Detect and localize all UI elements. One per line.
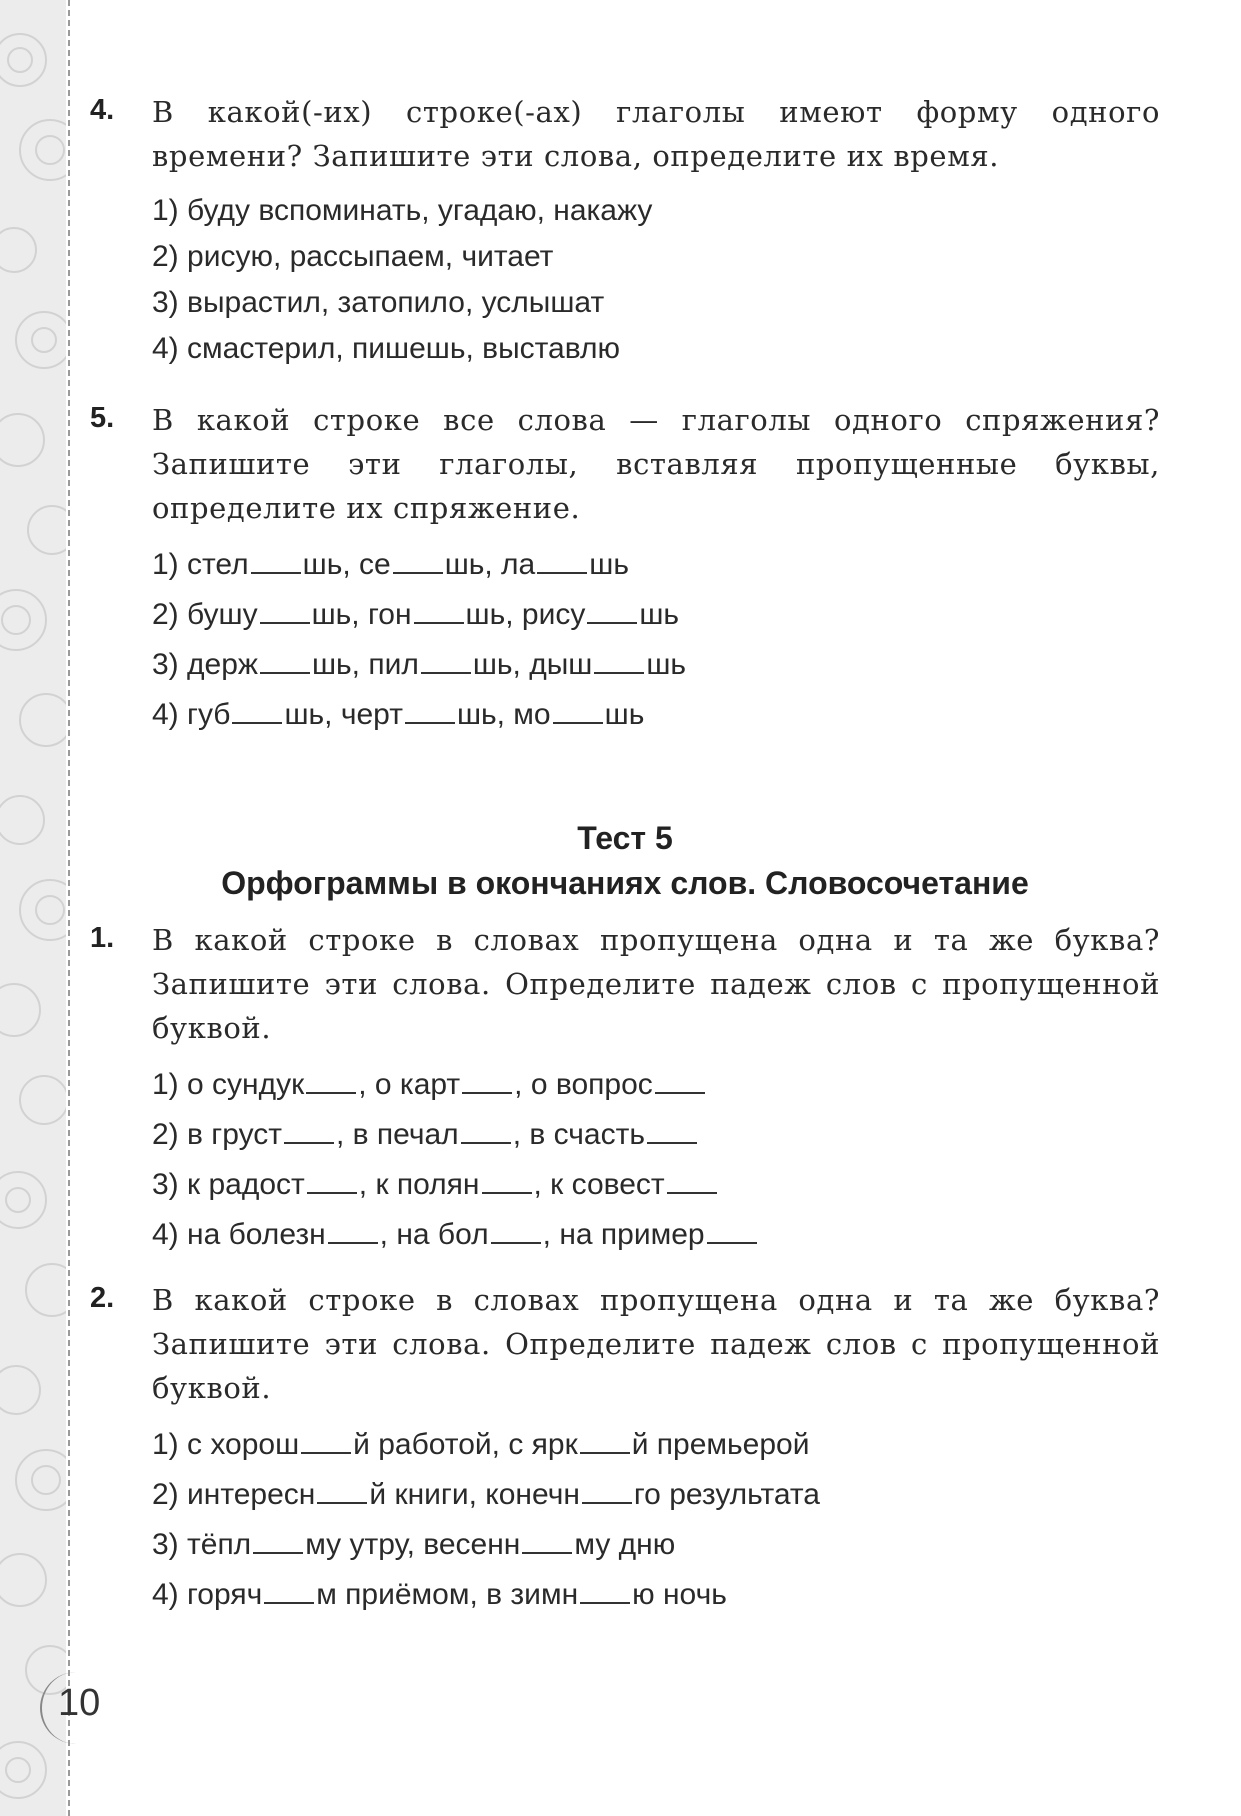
test-header [90, 820, 1160, 902]
test-subtitle: Орфограммы в окончаниях слов. Словосочетание [221, 865, 1029, 901]
answer-option: 1) о сундук , о карт , о вопрос [152, 1060, 1160, 1110]
blank-line [253, 1526, 303, 1554]
blank-line [491, 1216, 541, 1244]
answer-option: 3) тёпл му утру, весенн му дню [152, 1528, 676, 1561]
answer-options [152, 188, 1160, 372]
answer-option: 2) бушу шь, гон шь, рису шь [152, 598, 680, 631]
blank-line [307, 1166, 357, 1194]
question-text: В какой строке в словах пропущена одна и та же буква? Запишите эти слова. Определите падеж слов с пропущенной буквой. [152, 1283, 1160, 1405]
question-4 [90, 90, 1160, 372]
blank-line [306, 1066, 356, 1094]
blank-line [421, 646, 471, 674]
blank-line [232, 696, 282, 724]
blank-line [587, 596, 637, 624]
answer-option: 3) к радост , к полян , к совест [152, 1160, 1160, 1210]
test-title: Тест 5 [577, 820, 673, 856]
blank-line [317, 1476, 367, 1504]
blank-line [522, 1526, 572, 1554]
margin-dashed-line [68, 0, 70, 1816]
question-number: 4. [90, 94, 115, 126]
blank-line [251, 546, 301, 574]
answer-option: 2) рисую, рассыпаем, читает [152, 240, 554, 273]
blank-line [264, 1576, 314, 1604]
blank-line [462, 1066, 512, 1094]
blank-line [553, 696, 603, 724]
answer-option: 3) держ шь, пил шь, дыш шь [152, 648, 687, 681]
blank-line [284, 1116, 334, 1144]
answer-option: 4) губ шь, черт шь, мо шь [152, 698, 645, 731]
question-number: 1. [90, 922, 115, 954]
answer-option: 1) с хорош й работой, с ярк й премьерой [152, 1428, 810, 1461]
blank-line [260, 596, 310, 624]
answer-options [152, 540, 1160, 740]
blank-line [260, 646, 310, 674]
question-text: В какой строке все слова — глаголы одного спряжения? Запишите эти глаголы, вставляя пропущенные буквы, определите их спряжение. [152, 403, 1160, 525]
question-text: В какой(-их) строке(-ах) глаголы имеют форму одного времени? Запишите эти слова, определите их время. [152, 95, 1160, 173]
answer-options [152, 1060, 1160, 1260]
blank-line [414, 596, 464, 624]
test5-question-1 [90, 918, 1160, 1260]
blank-line [667, 1166, 717, 1194]
answer-option: 4) смастерил, пишешь, выставлю [152, 332, 620, 365]
blank-line [537, 546, 587, 574]
blank-line [461, 1116, 511, 1144]
question-5 [90, 398, 1160, 740]
answer-option: 2) интересн й книги, конечн го результата [152, 1478, 820, 1511]
blank-line [580, 1576, 630, 1604]
page-content [90, 90, 1160, 1620]
blank-line [482, 1166, 532, 1194]
answer-option: 1) буду вспоминать, угадаю, накажу [152, 194, 653, 227]
question-number: 5. [90, 402, 115, 434]
answer-option: 1) стел шь, се шь, ла шь [152, 548, 629, 581]
blank-line [580, 1426, 630, 1454]
blank-line [405, 696, 455, 724]
test5-question-2 [90, 1278, 1160, 1620]
answer-option: 4) на болезн , на бол , на пример [152, 1210, 1160, 1260]
blank-line [647, 1116, 697, 1144]
blank-line [582, 1476, 632, 1504]
answer-option: 3) вырастил, затопило, услышат [152, 286, 605, 319]
answer-options [152, 1420, 1160, 1620]
blank-line [594, 646, 644, 674]
question-number: 2. [90, 1282, 115, 1314]
page-number: 10 [58, 1682, 101, 1724]
blank-line [393, 546, 443, 574]
decorative-margin [0, 0, 66, 1816]
blank-line [655, 1066, 705, 1094]
question-text: В какой строке в словах пропущена одна и та же буква? Запишите эти слова. Определите падеж слов с пропущенной буквой. [152, 923, 1160, 1045]
blank-line [707, 1216, 757, 1244]
answer-option: 2) в груст , в печал , в счасть [152, 1110, 1160, 1160]
swirl-ornament-icon [0, 0, 66, 1816]
blank-line [328, 1216, 378, 1244]
blank-line [301, 1426, 351, 1454]
answer-option: 4) горяч м приёмом, в зимн ю ночь [152, 1578, 727, 1611]
